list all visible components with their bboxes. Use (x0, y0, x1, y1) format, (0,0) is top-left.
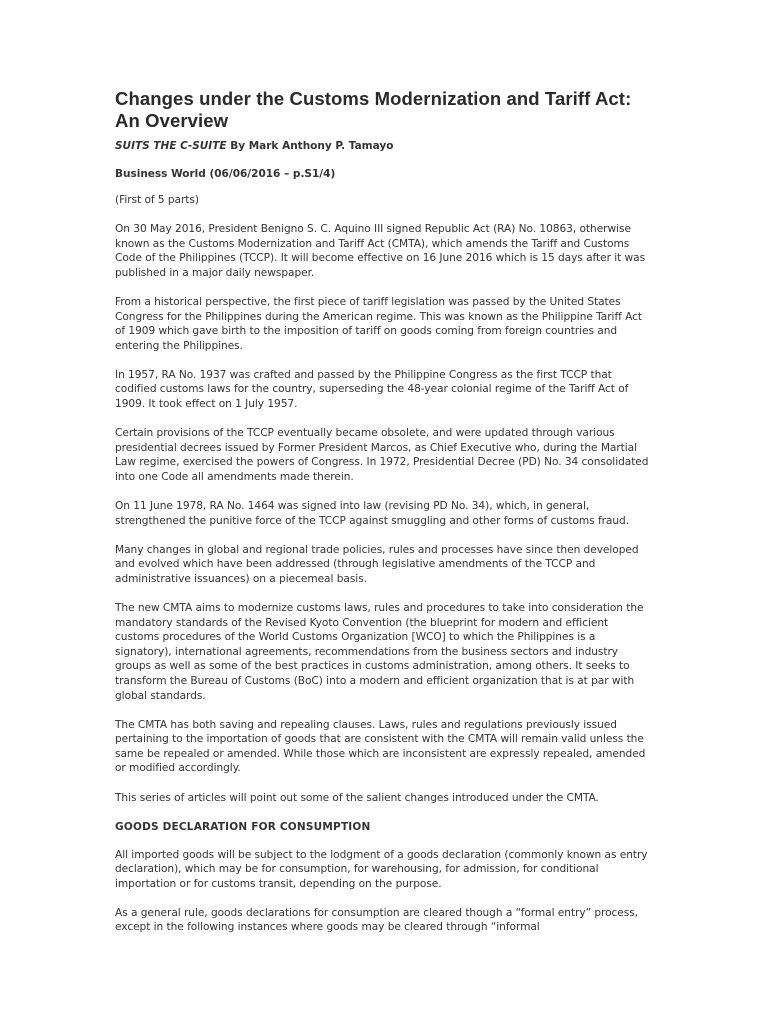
paragraph-9: This series of articles will point out some of the salient changes introduced under the CMTA. (115, 791, 599, 804)
byline-author: By Mark Anthony P. Tamayo (226, 140, 394, 152)
paragraph-7: The new CMTA aims to modernize customs laws, rules and procedures to take into consideration the mandatory standards of the Revised Kyoto Convention (the blueprint for modern and efficient customs procedures of the World Customs Organization [WCO] to which the Philippines is a signatory), international agreements, recommendations from the business sectors and industry groups as well as some of the best practices in customs administration, among others. It seeks to transform the Bureau of Customs (BoC) into a modern and efficient organization that is at par with global standards. (115, 601, 644, 702)
part-note: (First of 5 parts) (115, 194, 199, 206)
paragraph-3: In 1957, RA No. 1937 was crafted and passed by the Philippine Congress as the first TCCP that codified customs laws for the country, superseding the 48-year colonial regime of the Tariff Act of 1909. It took effect on 1 July 1957. (115, 368, 629, 411)
section-paragraph-2: As a general rule, goods declarations for consumption are cleared though a “formal entry” process, except in the following instances where goods may be cleared through “informal (115, 906, 639, 934)
paragraph-1: On 30 May 2016, President Benigno S. C. Aquino III signed Republic Act (RA) No. 10863, otherwise known as the Customs Modernization and Tariff Act (CMTA), which amends the Tariff and Customs Code of the Philippines (TCCP). It will become effective on 16 June 2016 which is 15 days after it was published in a major daily newspaper. (115, 223, 646, 279)
paragraph-5: On 11 June 1978, RA No. 1464 was signed into law (revising PD No. 34), which, in general, strengthened the punitive force of the TCCP against smuggling and other forms of customs fraud. (115, 500, 630, 527)
paragraph-2: From a historical perspective, the first piece of tariff legislation was passed by the United States Congress for the Philippines during the American regime. This was known as the Philippine Tariff Act of 1909 which gave birth to the imposition of tariff on goods coming from foreign countries and entering the Philippines. (115, 295, 643, 352)
paragraph-6: Many changes in global and regional trade policies, rules and processes have since then developed and evolved which have been addressed (through legislative amendments of the TCCP and administrative issuances) on a piecemeal basis. (115, 543, 639, 585)
byline (115, 139, 655, 153)
article-title: Changes under the Customs Modernization and Tariff Act: An Overview (115, 88, 632, 131)
article (115, 88, 655, 950)
source-line: Business World (06/06/2016 – p.S1/4) (115, 168, 336, 180)
byline-series: SUITS THE C-SUITE (115, 140, 227, 152)
section-paragraph-1: All imported goods will be subject to the lodgment of a goods declaration (commonly known as entry declaration), which may be for consumption, for warehousing, for admission, for conditional importation or for customs transit, depending on the purpose. (115, 848, 648, 890)
paragraph-8: The CMTA has both saving and repealing clauses. Laws, rules and regulations previously issued pertaining to the importation of goods that are consistent with the CMTA will remain valid unless the same be repealed or amended. While those which are inconsistent are expressly repealed, amended or modified accordingly. (115, 718, 646, 775)
paragraph-4: Certain provisions of the TCCP eventually became obsolete, and were updated through various presidential decrees issued by Former President Marcos, as Chief Executive who, during the Martial Law regime, exercised the powers of Congress. In 1972, Presidential Decree (PD) No. 34 consolidated into one Code all amendments made therein. (115, 427, 649, 483)
section-heading: GOODS DECLARATION FOR CONSUMPTION (115, 820, 371, 833)
